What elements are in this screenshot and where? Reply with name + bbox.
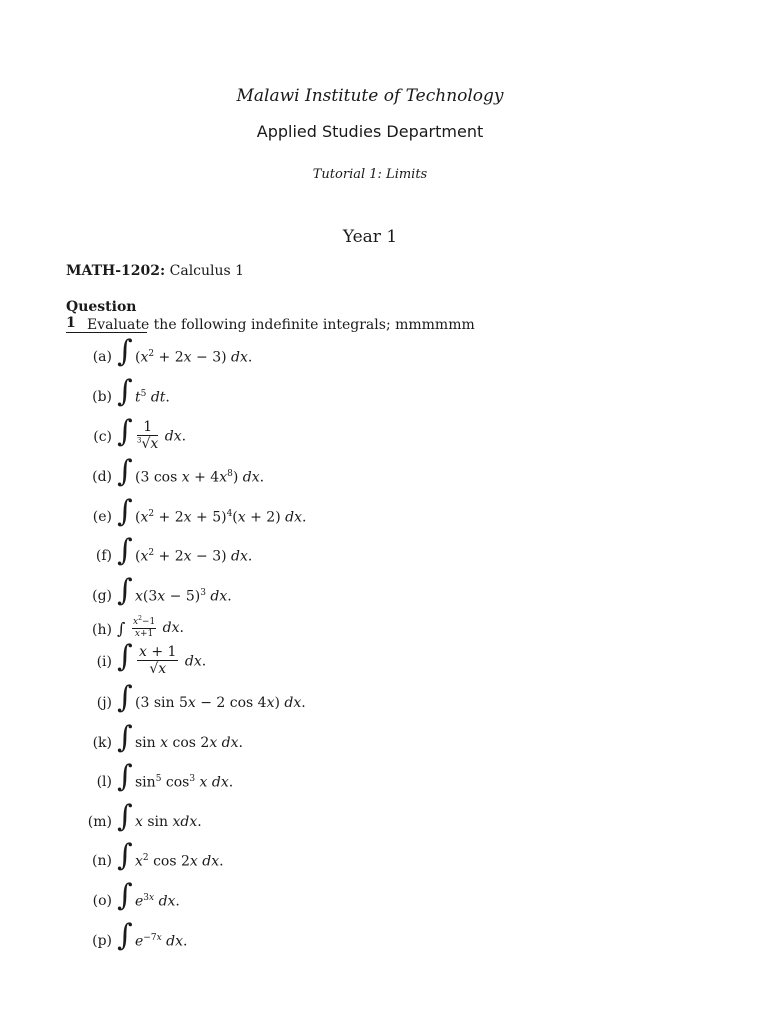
integrand: (3 sin 5x − 2 cos 4x) dx.: [135, 695, 306, 711]
integral-item-o: [0, 878, 768, 919]
integrand: sin x cos 2x dx.: [135, 735, 243, 751]
integral-sign: ∫: [117, 759, 133, 794]
integral-item-m: [0, 799, 768, 840]
integral-item-h: [0, 614, 768, 638]
item-label: (h): [92, 622, 112, 638]
integrand: $e^{3x}$ dx.: [135, 893, 180, 910]
integrand: $(x^2 + 2x - 3)$ dx.: [135, 349, 253, 366]
integral-sign: ∫: [117, 414, 133, 449]
item-label: (l): [96, 774, 112, 790]
integral-sign: ∫: [117, 720, 133, 755]
integral-sign: ∫: [117, 838, 133, 873]
institute-name: Malawi Institute of Technology: [236, 86, 504, 106]
item-label: (c): [93, 429, 112, 445]
integral-item-e: [0, 494, 768, 535]
integral-item-n: [0, 838, 768, 879]
integral-item-b: [0, 374, 768, 415]
integral-sign: ∫: [117, 573, 133, 608]
integral-item-c: [0, 414, 768, 455]
course-line: [66, 263, 244, 279]
item-label: (p): [92, 933, 112, 949]
item-label: (i): [96, 654, 112, 670]
integrand: $\frac{x + 1}{√x}$ dx.: [139, 644, 207, 678]
integrand: $t^5$ dt.: [135, 389, 170, 406]
course-name: Calculus 1: [169, 263, 245, 279]
item-label: (g): [92, 588, 112, 604]
item-label: (f): [95, 548, 112, 564]
integral-sign: ∫: [117, 918, 133, 953]
question-instruction: Evaluate the following indefinite integrals; mmmmmm: [87, 317, 475, 333]
integrand: $\frac{x^2-1}{x+1}$ dx.: [133, 615, 184, 639]
integral-sign: ∫: [117, 454, 133, 489]
integral-item-k: [0, 720, 768, 761]
integrand: $(x^2 + 2x - 3)$ dx.: [135, 548, 253, 565]
tutorial-title: Tutorial 1: Limits: [312, 167, 428, 182]
integral-sign: ∫: [117, 799, 133, 834]
integral-item-i: [0, 639, 768, 680]
integral-sign: ∫: [117, 494, 133, 529]
item-label: (m): [87, 814, 112, 830]
course-code: MATH-1202:: [66, 263, 166, 279]
question-heading: Question 1: [66, 299, 147, 333]
item-label: (k): [92, 735, 112, 751]
integral-item-j: [0, 680, 768, 721]
item-label: (n): [92, 853, 112, 869]
integral-item-d: [0, 454, 768, 495]
item-label: (a): [92, 349, 112, 365]
integral-sign: ∫: [117, 639, 133, 674]
item-label: (j): [96, 695, 112, 711]
item-label: (d): [92, 469, 112, 485]
integral-item-l: [0, 759, 768, 800]
year-label: Year 1: [342, 227, 398, 247]
integral-sign: ∫: [117, 680, 133, 715]
integral-item-p: [0, 918, 768, 959]
integrand: $\frac{1}{^3√x}$ dx.: [137, 419, 187, 453]
integrand: $\sin^5 \cos^3 x$ dx.: [135, 774, 234, 791]
item-label: (e): [92, 509, 112, 525]
department-name: Applied Studies Department: [256, 122, 484, 141]
integral-sign: ∫: [117, 878, 133, 913]
integral-sign: ∫: [117, 334, 133, 369]
item-label: (o): [92, 893, 112, 909]
integrand: $e^{-7x}$ dx.: [135, 933, 188, 950]
integral-sign: ∫: [117, 374, 133, 409]
integrand: $x(3x - 5)^3$ dx.: [135, 588, 232, 605]
integral-sign: ∫: [117, 619, 126, 638]
item-label: (b): [92, 389, 112, 405]
integral-sign: ∫: [117, 533, 133, 568]
integral-item-f: [0, 533, 768, 574]
integral-item-a: [0, 334, 768, 375]
integrand: $x^2$ cos 2x dx.: [135, 853, 224, 870]
integrand: x sin xdx.: [135, 814, 202, 830]
integral-item-g: [0, 573, 768, 614]
integrand: $(x^2 + 2x + 5)^4(x + 2)$ dx.: [135, 509, 307, 526]
integrand: (3 $\cos x + 4x^8$) dx.: [135, 469, 265, 486]
